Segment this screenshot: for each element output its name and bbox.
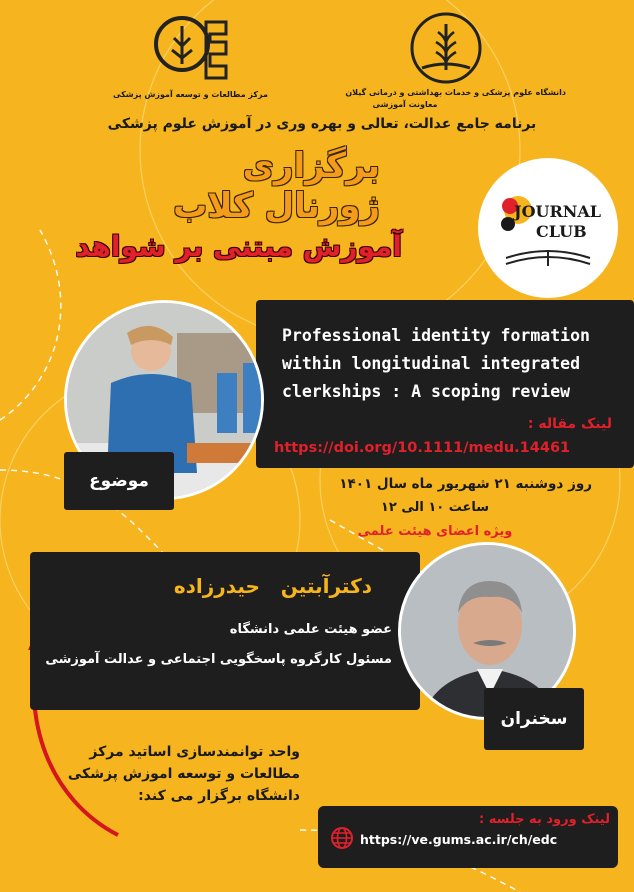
club-word: CLUB bbox=[536, 222, 587, 241]
program-title: برنامه جامع عدالت، تعالی و بهره وری در آموزش علوم پزشکی bbox=[107, 116, 537, 132]
university-logo-graphic bbox=[408, 10, 484, 86]
article-link-label: لینک مقاله : bbox=[527, 416, 612, 432]
event-title-line1: برگزاری bbox=[242, 146, 380, 186]
globe-icon bbox=[330, 826, 354, 850]
meeting-label: لینک ورود به جلسه : bbox=[479, 812, 610, 827]
organizer-line2: مطالعات و توسعه اموزش پزشکی bbox=[67, 766, 300, 782]
speaker-badge: سخنران bbox=[484, 688, 584, 750]
article-title-line2: within longitudinal integrated bbox=[282, 354, 581, 373]
speaker-role2: مسئول کارگروه پاسخگویی اجتماعی و عدالت آموزشی bbox=[45, 652, 392, 667]
speaker-role1: عضو هیئت علمی دانشگاه bbox=[229, 622, 392, 637]
event-title-line3: آموزش مبتنی بر شواهد bbox=[75, 230, 402, 263]
organizer-line1: واحد توانمندسازی اساتید مرکز bbox=[89, 744, 300, 760]
university-caption-line2: معاونت آموزشی bbox=[372, 100, 438, 109]
journal-word: JOURNAL bbox=[514, 202, 602, 221]
article-title-line3: clerkships : A scoping review bbox=[282, 382, 571, 401]
article-title-line1: Professional identity formation bbox=[282, 326, 590, 345]
edc-logo-caption: مرکز مطالعات و توسعه آموزش پزشکی bbox=[113, 90, 268, 99]
event-title-line2: ژورنال کلاب bbox=[173, 186, 380, 226]
article-link[interactable]: https://doi.org/10.1111/medu.14461 bbox=[274, 440, 571, 456]
speaker-name: دکترآبتین حیدرزاده bbox=[173, 574, 372, 598]
schedule-time: ساعت ۱۰ الی ۱۲ bbox=[380, 500, 490, 515]
university-logo bbox=[408, 10, 484, 86]
edc-logo bbox=[150, 8, 230, 86]
edc-logo-graphic bbox=[150, 8, 230, 86]
journal-club-logo bbox=[478, 158, 618, 298]
meeting-link[interactable]: https://ve.gums.ac.ir/ch/edc bbox=[360, 832, 558, 847]
schedule-date: روز دوشنبه ۲۱ شهریور ماه سال ۱۴۰۱ bbox=[339, 476, 592, 492]
topic-badge: موضوع bbox=[64, 452, 174, 510]
organizer-line3: دانشگاه برگزار می کند: bbox=[138, 788, 300, 804]
schedule-audience: ویژه اعضای هیئت علمی bbox=[357, 524, 513, 539]
university-caption-line1: دانشگاه علوم پزشکی و خدمات بهداشتی و درمانی گیلان bbox=[345, 88, 566, 97]
